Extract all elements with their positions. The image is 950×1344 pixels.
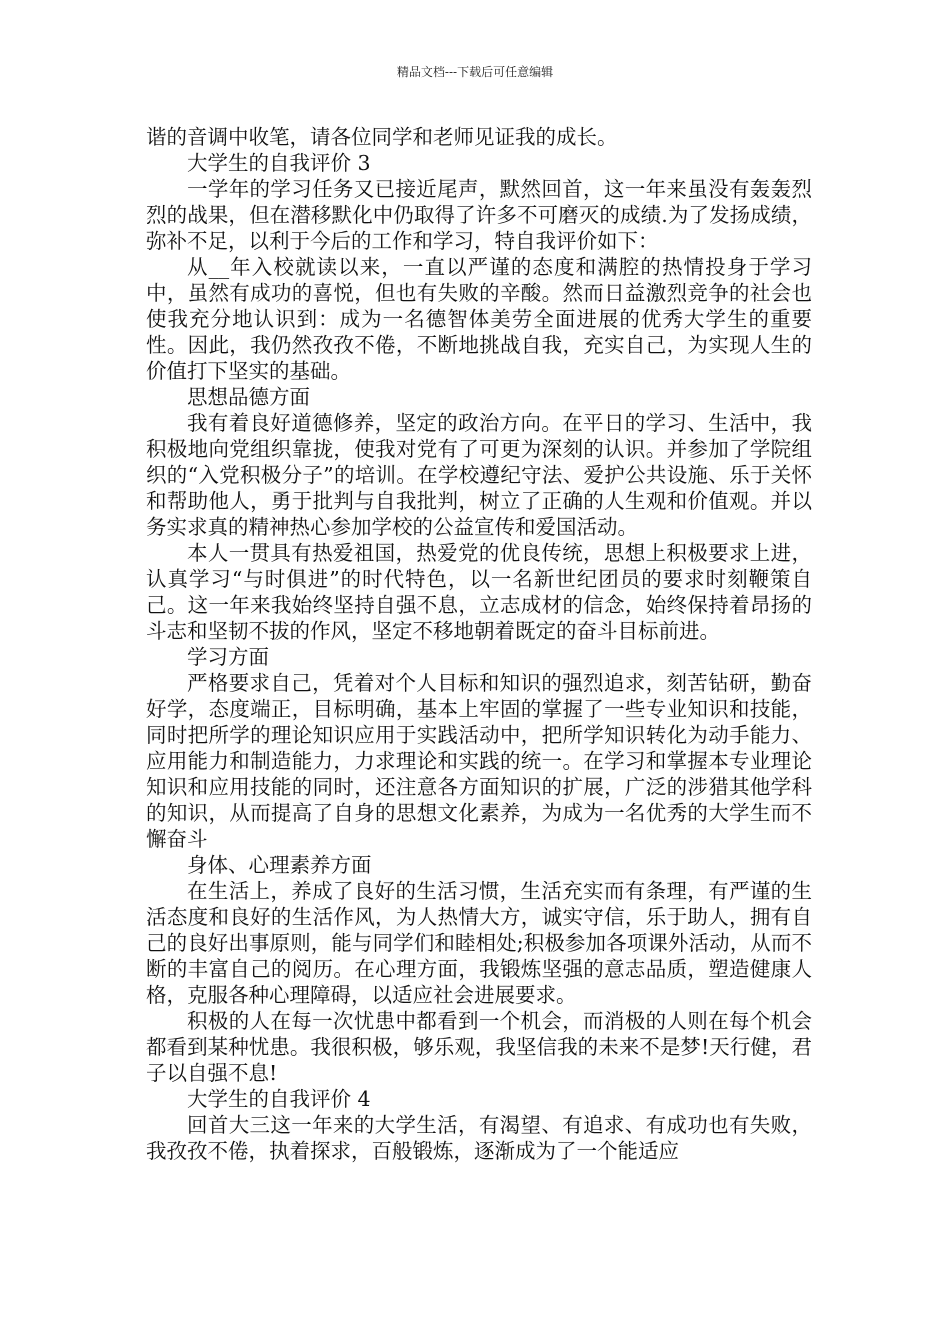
paragraph-11: 积极的人在每一次忧患中都看到一个机会，而消极的人则在每个机会都看到某种忧患。我很积极，够乐观，我坚信我的未来不是梦!天行健，君子以自强不息!	[146, 1009, 812, 1085]
paragraph-2: 一学年的学习任务又已接近尾声，默然回首，这一年来虽没有轰轰烈烈的战果，但在潜移默化中仍取得了许多不可磨灭的成绩.为了发扬成绩，弥补不足，以利于今后的工作和学习，特自我评价如下：	[146, 177, 812, 253]
section-heading-evaluation-4: 大学生的自我评价 4	[187, 1087, 371, 1111]
section-heading-morality: 思想品德方面	[187, 385, 310, 409]
paragraph-0: 谐的音调中收笔，请各位同学和老师见证我的成长。	[146, 125, 618, 149]
section-heading-study: 学习方面	[187, 645, 269, 669]
section-heading-evaluation-3: 大学生的自我评价 3	[187, 151, 371, 175]
section-heading-body-mind: 身体、心理素养方面	[187, 853, 372, 877]
paragraph-5: 我有着良好道德修养，坚定的政治方向。在平日的学习、生活中，我积极地向党组织靠拢，使我对党有了可更为深刻的认识。并参加了学院组织的“入党积极分子”的培训。在学校遵纪守法、爱护公共设施、乐于关怀和帮助他人，勇于批判与自我批判，树立了正确的人生观和价值观。并以务实求真的精神热心参加学校的公益宣传和爱国活动。	[146, 411, 812, 539]
paragraph-10: 在生活上，养成了良好的生活习惯，生活充实而有条理，有严谨的生活态度和良好的生活作风，为人热情大方，诚实守信，乐于助人，拥有自己的良好出事原则，能与同学们和睦相处;积极参加各项课外活动，从而不断的丰富自己的阅历。在心理方面，我锻炼坚强的意志品质，塑造健康人格，克服各种心理障碍，以适应社会进展要求。	[146, 879, 812, 1007]
paragraph-6: 本人一贯具有热爱祖国，热爱党的优良传统，思想上积极要求上进，认真学习“与时俱进”的时代特色，以一名新世纪团员的要求时刻鞭策自己。这一年来我始终坚持自强不息，立志成材的信念，始终保持着昂扬的斗志和坚韧不拔的作风，坚定不移地朝着既定的奋斗目标前进。	[146, 541, 812, 643]
document-body	[146, 124, 812, 1164]
paragraph-8: 严格要求自己，凭着对个人目标和知识的强烈追求，刻苦钻研，勤奋好学，态度端正，目标明确，基本上牢固的掌握了一些专业知识和技能，同时把所学的理论知识应用于实践活动中，把所学知识转化为动手能力、应用能力和制造能力，力求理论和实践的统一。在学习和掌握本专业理论知识和应用技能的同时，还注意各方面知识的扩展，广泛的涉猎其他学科的知识，从而提高了自身的思想文化素养，为成为一名优秀的大学生而不懈奋斗	[146, 671, 812, 851]
page-header: 精品文档---下载后可任意编辑	[396, 65, 554, 79]
paragraph-3: 从__年入校就读以来，一直以严谨的态度和满腔的热情投身于学习中，虽然有成功的喜悦，但也有失败的辛酸。然而日益激烈竞争的社会也使我充分地认识到：成为一名德智体美劳全面进展的优秀大学生的重要性。因此，我仍然孜孜不倦，不断地挑战自我，充实自己，为实现人生的价值打下坚实的基础。	[146, 255, 812, 383]
paragraph-13: 回首大三这一年来的大学生活，有渴望、有追求、有成功也有失败，我孜孜不倦，执着探求，百般锻炼，逐渐成为了一个能适应	[146, 1113, 812, 1163]
